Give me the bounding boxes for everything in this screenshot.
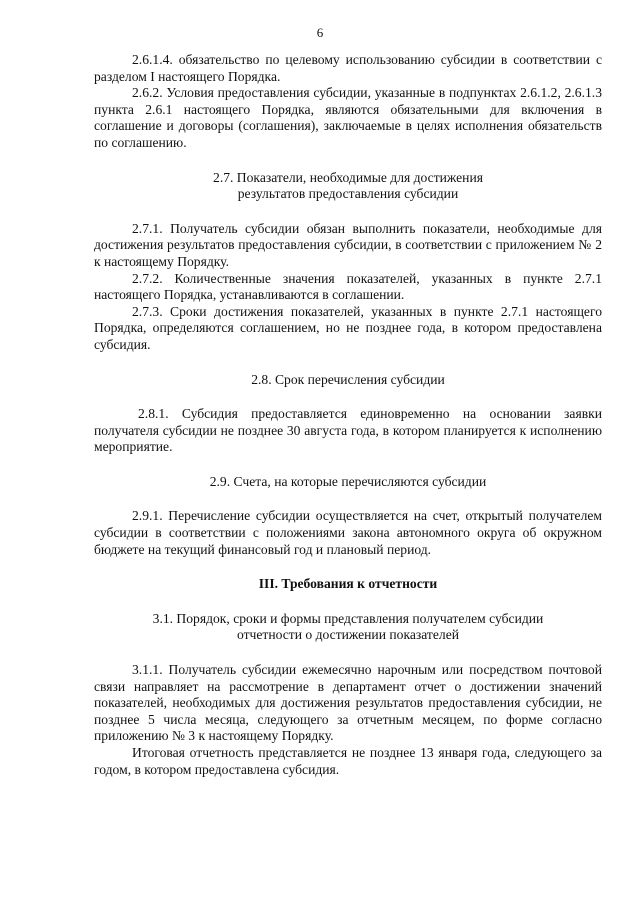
heading-3-1-line-2: отчетности о достижении показателей — [236, 627, 459, 643]
spacer — [94, 388, 602, 406]
spacer — [94, 558, 602, 576]
paragraph-2-6-2: 2.6.2. Условия предоставления субсидии, указанные в подпунктах 2.6.1.2, 2.6.1.3 пункта 2.6.1 настоящего Порядка, являются обязательными для включения в соглашение и договоры (соглашения), заключаемые в целях исполнения обязательств по соглашению. — [94, 85, 602, 150]
heading-2-7-line-2: результатов предоставления субсидии — [237, 186, 459, 202]
paragraph-2-7-3: 2.7.3. Сроки достижения показателей, указанных в пункте 2.7.1 настоящего Порядка, определяются соглашением, но не позднее года, в котором предоставлена субсидия. — [94, 303, 602, 352]
spacer — [94, 490, 602, 508]
spacer — [94, 203, 602, 221]
paragraph-2-6-1-4: 2.6.1.4. обязательство по целевому использованию субсидии в соответствии с разделом I настоящего Порядка. — [94, 52, 602, 84]
heading-2-7-line-1: 2.7. Показатели, необходимые для достижения — [213, 169, 483, 185]
paragraph-2-7-2: 2.7.2. Количественные значения показателей, указанных в пункте 2.7.1 настоящего Порядка, устанавливаются в соглашении. — [94, 270, 602, 303]
heading-section-3: III. Требования к отчетности — [258, 576, 438, 592]
spacer — [94, 593, 602, 611]
paragraph-2-9-1: 2.9.1. Перечисление субсидии осуществляется на счет, открытый получателем субсидии в соответствии с положениями закона автономного округа об окружном бюджете на текущий финансовый год и плановый период. — [94, 508, 602, 557]
paragraph-final-report: Итоговая отчетность представляется не позднее 13 января года, следующего за годом, в котором предоставлена субсидия. — [94, 745, 602, 777]
page-number: 6 — [316, 25, 324, 40]
heading-2-8: 2.8. Срок перечисления субсидии — [251, 371, 445, 387]
document-body — [94, 52, 602, 778]
heading-3-1 — [94, 611, 602, 644]
spacer — [94, 152, 602, 170]
heading-2-9: 2.9. Счета, на которые перечисляются субсидии — [209, 473, 487, 489]
spacer — [94, 354, 602, 372]
paragraph-2-8-1: 2.8.1. Субсидия предоставляется единовременно на основании заявки получателя субсидии не позднее 30 августа года, в котором планируется к исполнению мероприятие. — [94, 406, 602, 455]
spacer — [94, 644, 602, 662]
heading-2-7 — [94, 170, 602, 203]
paragraph-2-7-1: 2.7.1. Получатель субсидии обязан выполнить показатели, необходимые для достижения результатов предоставления субсидии, в соответствии с приложением № 2 к настоящему Порядку. — [94, 220, 602, 269]
heading-3-1-line-1: 3.1. Порядок, сроки и формы представления получателем субсидии — [152, 610, 544, 626]
spacer — [94, 456, 602, 474]
paragraph-3-1-1: 3.1.1. Получатель субсидии ежемесячно нарочным или посредством почтовой связи направляет на рассмотрение в департамент отчет о достижении значений показателей, необходимых для достижения результатов предоставления субсидии, не позднее 5 числа месяца, следующего за отчетным месяцем, по форме согласно приложению № 3 к настоящему Порядку. — [94, 662, 602, 744]
